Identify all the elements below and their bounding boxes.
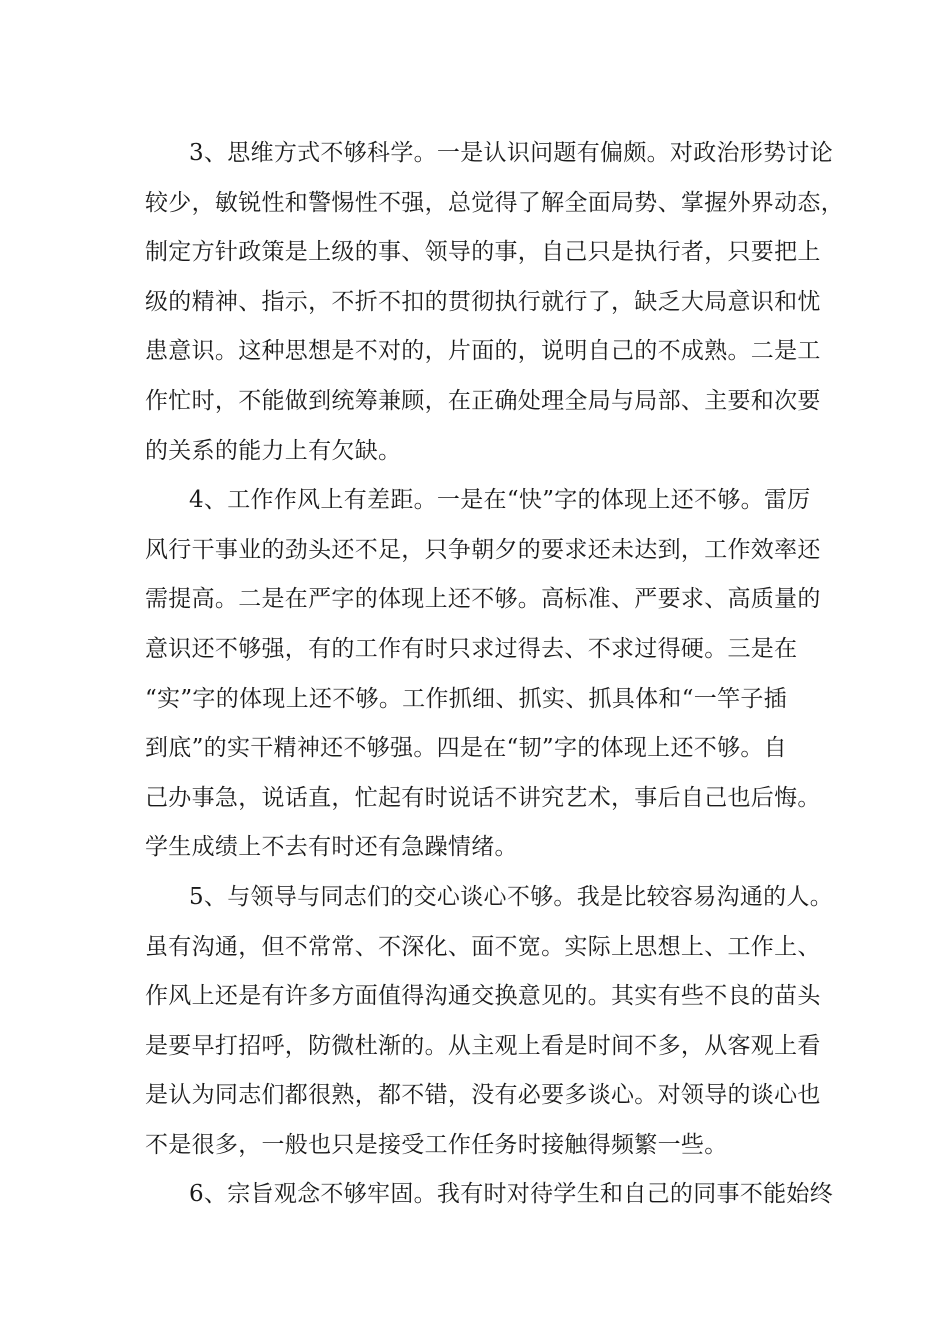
text-line: 较少，敏锐性和警惕性不强，总觉得了解全面局势、掌握外界动态， [145,189,844,216]
paragraph-6 [145,1170,834,1220]
text-line: 虽有沟通，但不常常、不深化、面不宽。实际上思想上、工作上、 [145,933,821,960]
text-line: 意识还不够强，有的工作有时只求过得去、不求过得硬。三是在 [145,635,798,662]
paragraph-5 [145,873,834,1171]
text-line: 作忙时，不能做到统筹兼顾，在正确处理全局与局部、主要和次要 [145,387,821,414]
text-line: 是认为同志们都很熟，都不错，没有必要多谈心。对领导的谈心也 [145,1082,821,1109]
document-body [145,129,844,1220]
paragraph-3 [145,129,844,476]
text-line: 不是很多，一般也只是接受工作任务时接触得频繁一些。 [145,1131,728,1158]
text-line: 是要早打招呼，防微杜渐的。从主观上看是时间不多，从客观上看 [145,1032,821,1059]
text-line: 己办事急，说话直，忙起有时说话不讲究艺术，事后自己也后悔。 [145,784,821,811]
text-line: 患意识。这种思想是不对的，片面的，说明自己的不成熟。二是工 [145,338,821,365]
text-line: 制定方针政策是上级的事、领导的事，自己只是执行者，只要把上 [145,239,821,266]
text-line: 6、宗旨观念不够牢固。我有时对待学生和自己的同事不能始终 [189,1181,834,1208]
text-line: “实”字的体现上还不够。工作抓细、抓实、抓具体和“一竿子插 [145,685,787,712]
text-line: 作风上还是有许多方面值得沟通交换意见的。其实有些不良的苗头 [145,983,821,1010]
text-line: 3、思维方式不够科学。一是认识问题有偏颇。对政治形势讨论 [189,140,834,166]
text-line: 风行干事业的劲头还不足，只争朝夕的要求还未达到，工作效率还 [145,536,821,563]
text-line: 的关系的能力上有欠缺。 [145,437,402,464]
text-line: 到底”的实干精神还不够强。四是在“韧”字的体现上还不够。自 [145,735,787,762]
paragraph-4 [145,476,821,873]
text-line: 4、工作作风上有差距。一是在“快”字的体现上还不够。雷厉 [189,487,811,514]
text-line: 需提高。二是在严字的体现上还不够。高标准、严要求、高质量的 [145,586,821,613]
text-line: 级的精神、指示，不折不扣的贯彻执行就行了，缺乏大局意识和忧 [145,288,821,315]
text-line: 5、与领导与同志们的交心谈心不够。我是比较容易沟通的人。 [189,883,834,910]
text-line: 学生成绩上不去有时还有急躁情绪。 [145,834,518,861]
